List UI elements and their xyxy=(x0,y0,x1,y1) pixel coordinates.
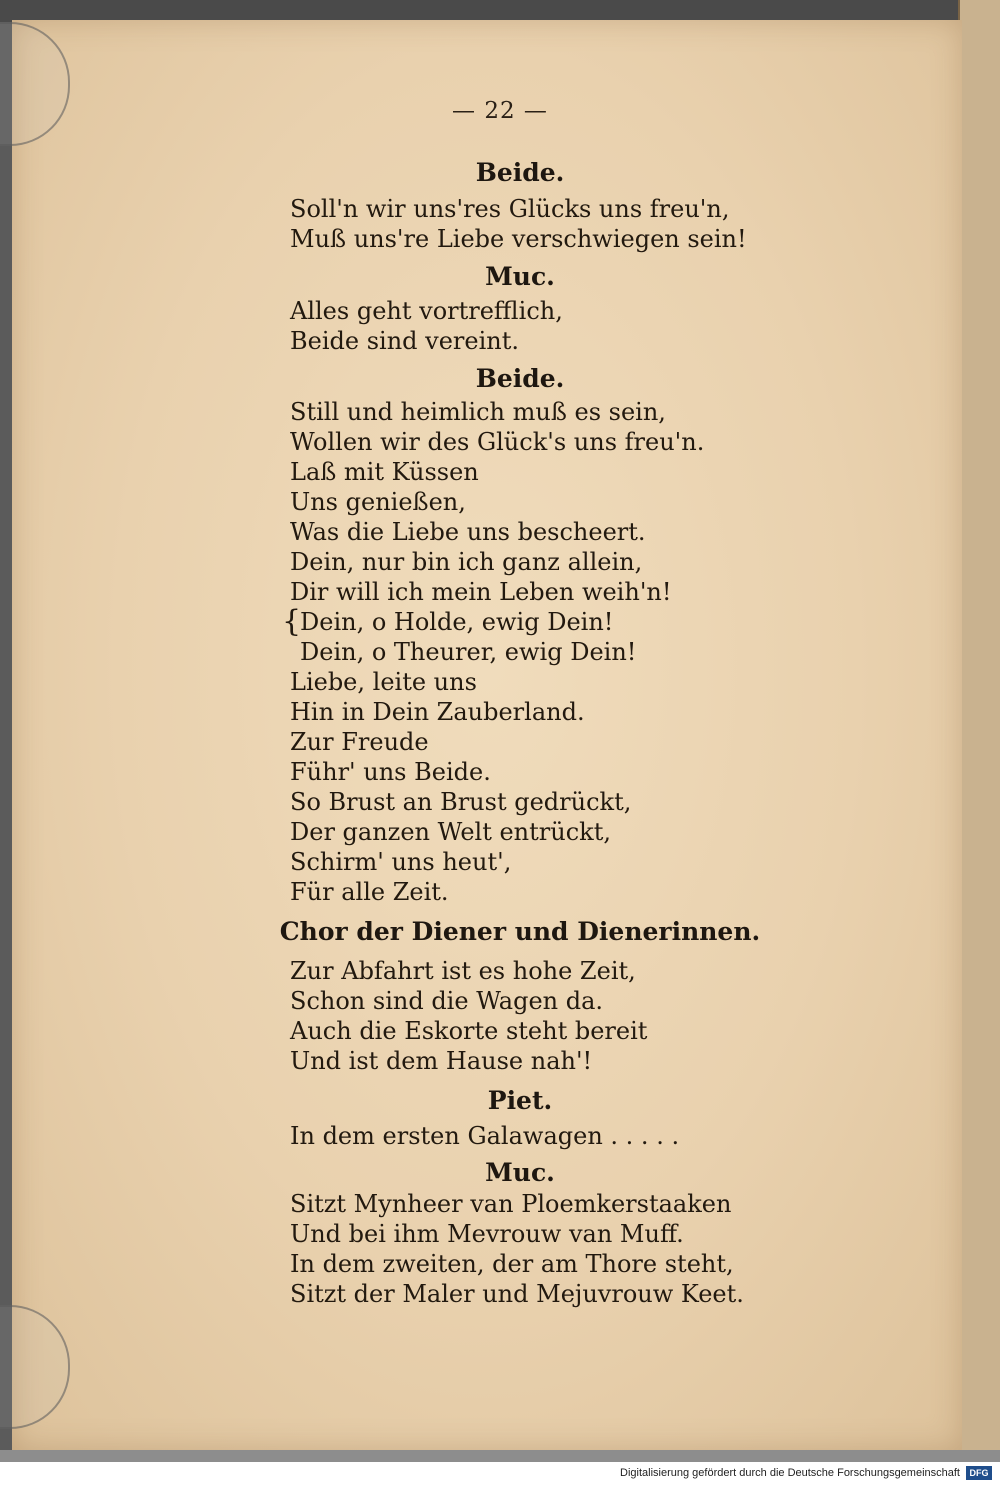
verse-line: Und bei ihm Mevrouw van Muff. xyxy=(290,1220,684,1248)
verse-line: Wollen wir des Glück's uns freu'n. xyxy=(290,428,705,456)
funding-credit: Digitalisierung gefördert durch die Deutsche Forschungsgemeinschaft xyxy=(620,1467,960,1479)
verse-line: Zur Abfahrt ist es hohe Zeit, xyxy=(290,957,636,985)
verse-line: Sitzt Mynheer van Ploemkerstaaken xyxy=(290,1190,732,1218)
brace-mark: { xyxy=(282,604,302,639)
verse-line: Dein, o Theurer, ewig Dein! xyxy=(300,638,637,666)
verse-line: Dein, nur bin ich ganz allein, xyxy=(290,548,643,576)
verse-line: In dem zweiten, der am Thore steht, xyxy=(290,1250,734,1278)
verse-line: Schirm' uns heut', xyxy=(290,848,512,876)
speaker-heading: Muc. xyxy=(485,1158,555,1187)
verse-line: Zur Freude xyxy=(290,728,429,756)
speaker-heading: Muc. xyxy=(485,262,555,291)
verse-line: Dein, o Holde, ewig Dein! xyxy=(300,608,614,636)
speaker-heading: Piet. xyxy=(487,1086,553,1115)
verse-line: Führ' uns Beide. xyxy=(290,758,491,786)
verse-line: Muß uns're Liebe verschwiegen sein! xyxy=(290,225,747,253)
verse-line: Was die Liebe uns bescheert. xyxy=(290,518,646,546)
verse-line: Der ganzen Welt entrückt, xyxy=(290,818,611,846)
verse-line: Hin in Dein Zauberland. xyxy=(290,698,585,726)
page-edge xyxy=(958,0,1000,1460)
verse-line: Still und heimlich muß es sein, xyxy=(290,398,666,426)
verse-line: Beide sind vereint. xyxy=(290,327,519,355)
page-number: — 22 — xyxy=(452,98,548,124)
verse-line: So Brust an Brust gedrückt, xyxy=(290,788,632,816)
verse-line: Uns genießen, xyxy=(290,488,466,516)
verse-line: Auch die Eskorte steht bereit xyxy=(290,1017,648,1045)
verse-line: Laß mit Küssen xyxy=(290,458,479,486)
verse-line: Für alle Zeit. xyxy=(290,878,449,906)
scanner-bottom xyxy=(0,1450,1000,1462)
verse-line: Sitzt der Maler und Mejuvrouw Keet. xyxy=(290,1280,744,1308)
verse-line: Dir will ich mein Leben weih'n! xyxy=(290,578,672,606)
verse-line: Liebe, leite uns xyxy=(290,668,477,696)
dfg-logo: DFG xyxy=(966,1466,992,1480)
verse-line: Und ist dem Hause nah'! xyxy=(290,1047,593,1075)
speaker-heading: Beide. xyxy=(475,364,565,393)
footer-bar xyxy=(0,1462,1000,1485)
speaker-heading: Chor der Diener und Dienerinnen. xyxy=(279,917,761,946)
verse-line: Soll'n wir uns'res Glücks uns freu'n, xyxy=(290,195,730,223)
speaker-heading: Beide. xyxy=(475,158,565,187)
verse-line: Alles geht vortrefflich, xyxy=(290,297,563,325)
scanner-background xyxy=(0,0,1000,22)
verse-line: Schon sind die Wagen da. xyxy=(290,987,604,1015)
verse-line: In dem ersten Galawagen . . . . . xyxy=(290,1122,680,1150)
